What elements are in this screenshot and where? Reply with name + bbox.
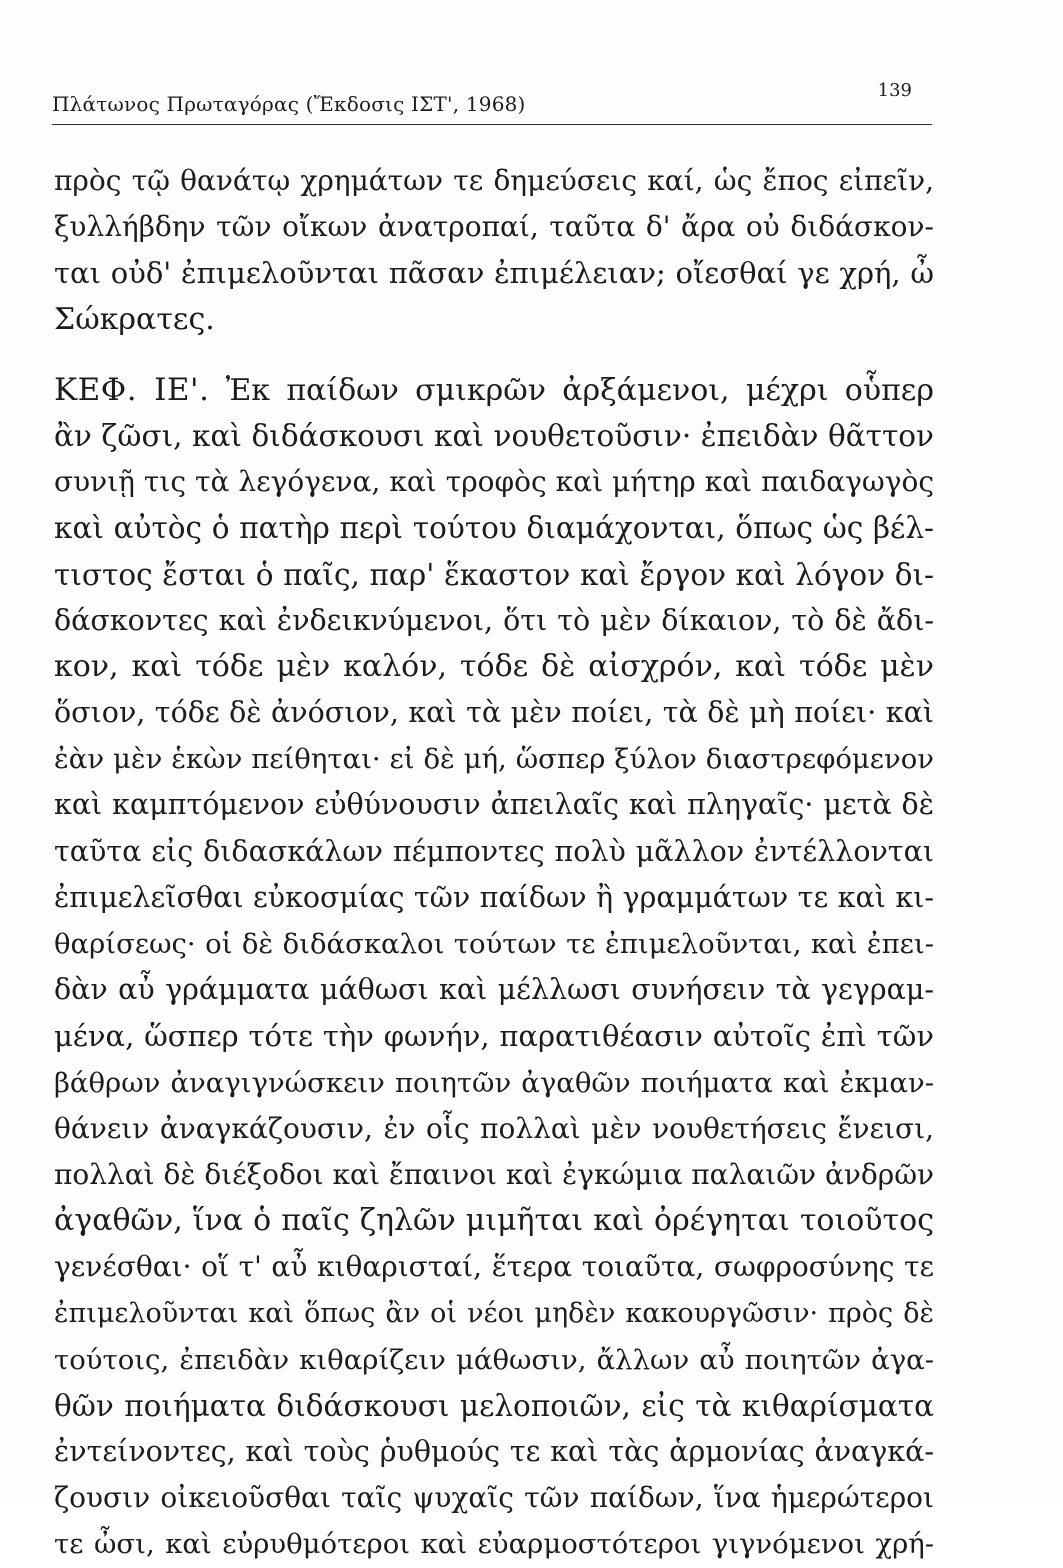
chapter-first-line: Ἐκ παίδων σμικρῶν ἀρξάμενοι, μέχρι οὗπερ <box>225 372 934 408</box>
text-line: ζουσιν οἰκειοῦσθαι ταῖς ψυχαῖς τῶν παίδων, ἵνα ἡμερώτεροι <box>54 1481 934 1515</box>
text-line: κον, καὶ τόδε μὲν καλόν, τόδε δὲ αἰσχρόν, καὶ τόδε μὲν <box>54 648 934 684</box>
text-line: τούτοις, ἐπειδὰν κιθαρίζειν μάθωσιν, ἄλλων αὖ ποιητῶν ἀγα- <box>54 1343 934 1376</box>
text-line: δὰν αὖ γράμματα μάθωσι καὶ μέλλωσι συνήσειν τὰ γεγραμ- <box>54 973 934 1007</box>
page-number: 139 <box>877 80 912 101</box>
text-line: βάθρων ἀναγιγνώσκειν ποιητῶν ἀγαθῶν ποιήματα καὶ ἐκμαν- <box>54 1066 934 1099</box>
chapter-label: ΚΕΦ. ΙΕ'. <box>54 371 210 408</box>
text-line: πολλαὶ δὲ διέξοδοι καὶ ἔπαινοι καὶ ἐγκώμια παλαιῶν ἀνδρῶν <box>54 1157 935 1191</box>
text-line: θῶν ποιήματα διδάσκουσι μελοποιῶν, εἰς τὰ κιθαρίσματα <box>54 1388 934 1423</box>
text-line: συνιῇ τις τὰ λεγόγενα, καὶ τροφὸς καὶ μήτηρ καὶ παιδαγωγὸς <box>54 465 934 499</box>
text-line: ἀγαθῶν, ἵνα ὁ παῖς ζηλῶν μιμῆται καὶ ὀρέγηται τοιοῦτος <box>54 1203 934 1239</box>
text-line: ταῦτα εἰς διδασκάλων πέμποντες πολὺ μᾶλλον ἐντέλλονται <box>54 834 934 868</box>
header-rule <box>52 124 932 125</box>
header-title: Πλάτωνος Πρωταγόρας (Ἔκδοσις ΙΣΤ', 1968) <box>52 92 526 116</box>
text-line: θαρίσεως· οἱ δὲ διδάσκαλοι τούτων τε ἐπιμελοῦνται, καὶ ἐπει- <box>54 928 934 960</box>
text-line: ἂν ζῶσι, καὶ διδάσκουσι καὶ νουθετοῦσιν· ἐπειδὰν θᾶττον <box>54 418 934 453</box>
text-line: ξυλλήβδην τῶν οἴκων ἀνατροπαί, ταῦτα δ' ἄρα οὐ διδάσκον- <box>54 210 934 244</box>
text-line: ται οὐδ' ἐπιμελοῦνται πᾶσαν ἐπιμέλειαν; οἴεσθαί γε χρή, ὦ <box>54 256 934 291</box>
paragraph <box>54 367 934 1568</box>
text-line: ὅσιον, τόδε δὲ ἀνόσιον, καὶ τὰ μὲν ποίει, τὰ δὲ μὴ ποίει· καὶ <box>54 696 934 730</box>
text-line: καὶ αὐτὸς ὁ πατὴρ περὶ τούτου διαμάχονται, ὅπως ὡς βέλ- <box>54 511 934 546</box>
text-line: πρὸς τῷ θανάτῳ χρημάτων τε δημεύσεις καί, ὡς ἔπος εἰπεῖν, <box>54 164 934 197</box>
text-line: δάσκοντες καὶ ἐνδεικνύμενοι, ὅτι τὸ μὲν δίκαιον, τὸ δὲ ἄδι- <box>54 603 934 637</box>
text-line: ἐντείνοντες, καὶ τοὺς ῥυθμούς τε καὶ τὰς ἁρμονίας ἀναγκά- <box>54 1435 934 1469</box>
text-line: καὶ καμπτόμενον εὐθύνουσιν ἀπειλαῖς καὶ πληγαῖς· μετὰ δὲ <box>54 788 934 822</box>
text-line: ἐπιμελοῦνται καὶ ὅπως ἂν οἱ νέοι μηδὲν κακουργῶσιν· πρὸς δὲ <box>54 1297 934 1329</box>
body-text <box>54 158 934 1568</box>
text-line: θάνειν ἀναγκάζουσιν, ἐν οἷς πολλαὶ μὲν νουθετήσεις ἔνεισι, <box>54 1111 934 1145</box>
paragraph <box>54 158 934 343</box>
running-header <box>52 80 932 126</box>
text-line: Σώκρατες. <box>54 301 215 337</box>
text-line <box>54 367 934 413</box>
text-line: τιστος ἔσται ὁ παῖς, παρ' ἕκαστον καὶ ἔργον καὶ λόγον δι- <box>54 557 934 592</box>
text-line: ἐπιμελεῖσθαι εὐκοσμίας τῶν παίδων ἢ γραμμάτων τε καὶ κι- <box>54 880 934 914</box>
text-line: μένα, ὥσπερ τότε τὴν φωνήν, παρατιθέασιν αὐτοῖς ἐπὶ τῶν <box>54 1019 934 1054</box>
text-line: τε ὦσι, καὶ εὐρυθμότεροι καὶ εὐαρμοστότεροι γιγνόμενοι χρή- <box>54 1528 934 1561</box>
text-line: ἐὰν μὲν ἑκὼν πείθηται· εἰ δὲ μή, ὥσπερ ξύλον διαστρεφόμενον <box>54 743 934 776</box>
text-line: γενέσθαι· οἵ τ' αὖ κιθαρισταί, ἕτερα τοιαῦτα, σωφροσύνης τε <box>54 1250 934 1284</box>
